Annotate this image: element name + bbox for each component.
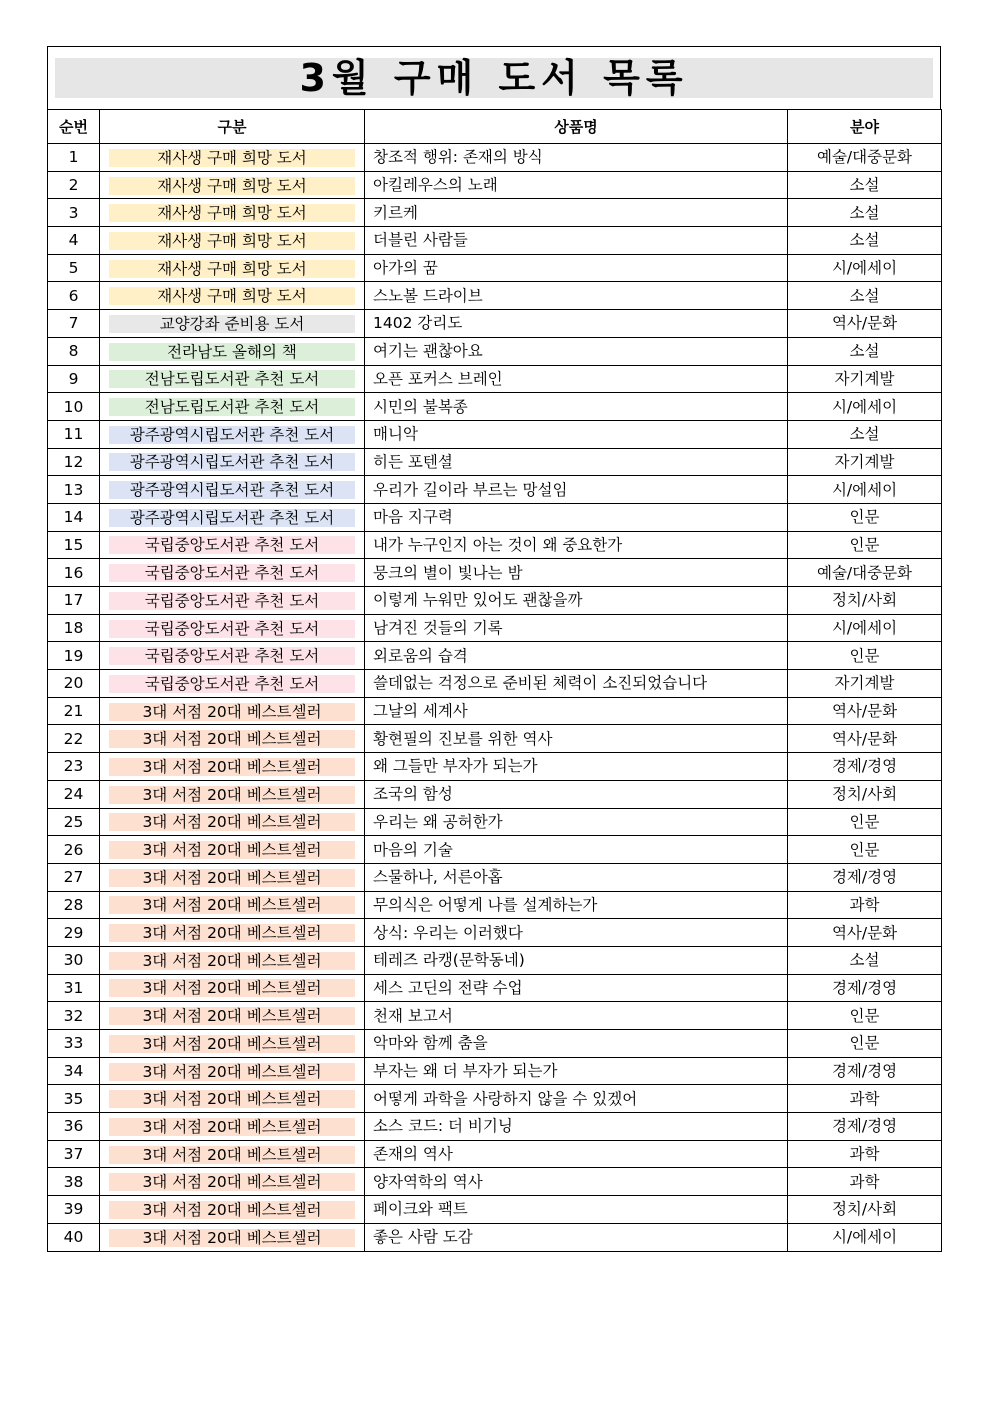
cell-product: 소스 코드: 더 비기닝 — [365, 1113, 788, 1141]
cell-no: 37 — [48, 1140, 100, 1168]
cell-no: 14 — [48, 503, 100, 531]
cell-category — [100, 753, 365, 781]
category-label: 전남도립도서관 추천 도서 — [109, 370, 355, 388]
cell-category — [100, 642, 365, 670]
cell-field: 정치/사회 — [788, 780, 942, 808]
cell-no: 21 — [48, 697, 100, 725]
cell-product: 우리는 왜 공허한가 — [365, 808, 788, 836]
table-row — [48, 1030, 942, 1058]
cell-category — [100, 670, 365, 698]
cell-no: 8 — [48, 337, 100, 365]
table-row — [48, 946, 942, 974]
book-table — [47, 109, 942, 1252]
cell-no: 31 — [48, 974, 100, 1002]
cell-category — [100, 365, 365, 393]
cell-field: 인문 — [788, 503, 942, 531]
table-row — [48, 1002, 942, 1030]
cell-no: 38 — [48, 1168, 100, 1196]
cell-field: 소설 — [788, 171, 942, 199]
table-row — [48, 254, 942, 282]
cell-field: 시/에세이 — [788, 1223, 942, 1251]
cell-product: 외로움의 습격 — [365, 642, 788, 670]
cell-product: 우리가 길이라 부르는 망설임 — [365, 476, 788, 504]
cell-category — [100, 559, 365, 587]
category-label: 국립중앙도서관 추천 도서 — [109, 592, 355, 610]
cell-field: 인문 — [788, 1002, 942, 1030]
cell-product: 좋은 사람 도감 — [365, 1223, 788, 1251]
table-row — [48, 144, 942, 172]
table-row — [48, 863, 942, 891]
category-label: 3대 서점 20대 베스트셀러 — [109, 1118, 355, 1136]
cell-no: 10 — [48, 393, 100, 421]
cell-no: 4 — [48, 227, 100, 255]
cell-field: 과학 — [788, 1140, 942, 1168]
table-row — [48, 227, 942, 255]
cell-no: 24 — [48, 780, 100, 808]
category-label: 3대 서점 20대 베스트셀러 — [109, 1146, 355, 1164]
cell-no: 1 — [48, 144, 100, 172]
cell-product: 시민의 불복종 — [365, 393, 788, 421]
cell-category — [100, 1085, 365, 1113]
cell-field: 시/에세이 — [788, 614, 942, 642]
cell-product: 조국의 함성 — [365, 780, 788, 808]
page-title: 3월 구매 도서 목록 — [299, 56, 689, 100]
cell-field: 소설 — [788, 199, 942, 227]
cell-category — [100, 725, 365, 753]
cell-field: 경제/경영 — [788, 753, 942, 781]
cell-category — [100, 891, 365, 919]
cell-category — [100, 780, 365, 808]
cell-product: 양자역학의 역사 — [365, 1168, 788, 1196]
cell-no: 26 — [48, 836, 100, 864]
cell-field: 시/에세이 — [788, 476, 942, 504]
cell-field: 정치/사회 — [788, 1196, 942, 1224]
cell-field: 자기계발 — [788, 670, 942, 698]
cell-field: 경제/경영 — [788, 1057, 942, 1085]
cell-category — [100, 614, 365, 642]
cell-category — [100, 974, 365, 1002]
cell-product: 어떻게 과학을 사랑하지 않을 수 있겠어 — [365, 1085, 788, 1113]
table-row — [48, 614, 942, 642]
table-row — [48, 420, 942, 448]
cell-category — [100, 171, 365, 199]
table-row — [48, 919, 942, 947]
cell-no: 23 — [48, 753, 100, 781]
cell-field: 과학 — [788, 1085, 942, 1113]
cell-field: 예술/대중문화 — [788, 144, 942, 172]
category-label: 전라남도 올해의 책 — [109, 343, 355, 361]
cell-category — [100, 1223, 365, 1251]
cell-no: 30 — [48, 946, 100, 974]
cell-no: 29 — [48, 919, 100, 947]
category-label: 3대 서점 20대 베스트셀러 — [109, 841, 355, 859]
cell-field: 경제/경영 — [788, 974, 942, 1002]
table-row — [48, 1196, 942, 1224]
category-label: 3대 서점 20대 베스트셀러 — [109, 1229, 355, 1247]
table-row — [48, 171, 942, 199]
category-label: 3대 서점 20대 베스트셀러 — [109, 786, 355, 804]
cell-product: 아킬레우스의 노래 — [365, 171, 788, 199]
category-label: 3대 서점 20대 베스트셀러 — [109, 979, 355, 997]
cell-no: 32 — [48, 1002, 100, 1030]
table-row — [48, 337, 942, 365]
cell-category — [100, 503, 365, 531]
cell-product: 스물하나, 서른아홉 — [365, 863, 788, 891]
cell-product: 그날의 세계사 — [365, 697, 788, 725]
cell-category — [100, 337, 365, 365]
cell-no: 11 — [48, 420, 100, 448]
cell-category — [100, 1140, 365, 1168]
cell-no: 35 — [48, 1085, 100, 1113]
table-row — [48, 476, 942, 504]
cell-product: 매니악 — [365, 420, 788, 448]
cell-field: 역사/문화 — [788, 919, 942, 947]
cell-product: 1402 강리도 — [365, 310, 788, 338]
category-label: 재사생 구매 희망 도서 — [109, 177, 355, 195]
cell-product: 황현필의 진보를 위한 역사 — [365, 725, 788, 753]
category-label: 재사생 구매 희망 도서 — [109, 287, 355, 305]
category-label: 3대 서점 20대 베스트셀러 — [109, 896, 355, 914]
cell-category — [100, 476, 365, 504]
cell-category — [100, 1168, 365, 1196]
cell-field: 소설 — [788, 337, 942, 365]
table-header-row — [48, 110, 942, 144]
cell-field: 역사/문화 — [788, 697, 942, 725]
cell-product: 히든 포텐셜 — [365, 448, 788, 476]
cell-category — [100, 144, 365, 172]
cell-field: 정치/사회 — [788, 587, 942, 615]
cell-product: 창조적 행위: 존재의 방식 — [365, 144, 788, 172]
category-label: 재사생 구매 희망 도서 — [109, 149, 355, 167]
cell-product: 부자는 왜 더 부자가 되는가 — [365, 1057, 788, 1085]
cell-product: 악마와 함께 춤을 — [365, 1030, 788, 1058]
cell-product: 오픈 포커스 브레인 — [365, 365, 788, 393]
cell-no: 39 — [48, 1196, 100, 1224]
cell-product: 이렇게 누워만 있어도 괜찮을까 — [365, 587, 788, 615]
table-row — [48, 199, 942, 227]
category-label: 국립중앙도서관 추천 도서 — [109, 564, 355, 582]
cell-category — [100, 1057, 365, 1085]
cell-product: 페이크와 팩트 — [365, 1196, 788, 1224]
cell-category — [100, 919, 365, 947]
cell-category — [100, 393, 365, 421]
category-label: 3대 서점 20대 베스트셀러 — [109, 730, 355, 748]
cell-category — [100, 836, 365, 864]
cell-field: 시/에세이 — [788, 254, 942, 282]
cell-product: 남겨진 것들의 기록 — [365, 614, 788, 642]
cell-product: 마음의 기술 — [365, 836, 788, 864]
cell-field: 역사/문화 — [788, 725, 942, 753]
table-row — [48, 1140, 942, 1168]
category-label: 국립중앙도서관 추천 도서 — [109, 647, 355, 665]
cell-field: 자기계발 — [788, 448, 942, 476]
table-row — [48, 891, 942, 919]
cell-product: 왜 그들만 부자가 되는가 — [365, 753, 788, 781]
table-row — [48, 310, 942, 338]
cell-field: 시/에세이 — [788, 393, 942, 421]
category-label: 광주광역시립도서관 추천 도서 — [109, 453, 355, 471]
cell-field: 과학 — [788, 891, 942, 919]
category-label: 3대 서점 20대 베스트셀러 — [109, 924, 355, 942]
table-row — [48, 642, 942, 670]
table-row — [48, 448, 942, 476]
cell-no: 16 — [48, 559, 100, 587]
table-row — [48, 753, 942, 781]
table-row — [48, 282, 942, 310]
table-row — [48, 1057, 942, 1085]
table-row — [48, 725, 942, 753]
cell-product: 테레즈 라캥(문학동네) — [365, 946, 788, 974]
cell-product: 쓸데없는 걱정으로 준비된 체력이 소진되었습니다 — [365, 670, 788, 698]
book-list-sheet — [47, 46, 941, 1252]
cell-no: 27 — [48, 863, 100, 891]
cell-no: 40 — [48, 1223, 100, 1251]
title-box — [47, 47, 941, 109]
cell-category — [100, 254, 365, 282]
cell-no: 3 — [48, 199, 100, 227]
cell-no: 2 — [48, 171, 100, 199]
cell-category — [100, 697, 365, 725]
cell-no: 15 — [48, 531, 100, 559]
cell-product: 여기는 괜찮아요 — [365, 337, 788, 365]
cell-category — [100, 1002, 365, 1030]
table-row — [48, 365, 942, 393]
cell-field: 소설 — [788, 946, 942, 974]
cell-field: 인문 — [788, 1030, 942, 1058]
table-row — [48, 531, 942, 559]
cell-category — [100, 808, 365, 836]
cell-field: 자기계발 — [788, 365, 942, 393]
table-row — [48, 974, 942, 1002]
cell-category — [100, 1196, 365, 1224]
cell-no: 19 — [48, 642, 100, 670]
cell-field: 인문 — [788, 531, 942, 559]
category-label: 3대 서점 20대 베스트셀러 — [109, 869, 355, 887]
category-label: 재사생 구매 희망 도서 — [109, 260, 355, 278]
cell-product: 아가의 꿈 — [365, 254, 788, 282]
cell-field: 인문 — [788, 836, 942, 864]
table-row — [48, 393, 942, 421]
cell-no: 36 — [48, 1113, 100, 1141]
category-label: 3대 서점 20대 베스트셀러 — [109, 813, 355, 831]
cell-no: 22 — [48, 725, 100, 753]
table-row — [48, 670, 942, 698]
cell-no: 20 — [48, 670, 100, 698]
cell-product: 존재의 역사 — [365, 1140, 788, 1168]
cell-category — [100, 946, 365, 974]
cell-no: 18 — [48, 614, 100, 642]
cell-category — [100, 282, 365, 310]
table-row — [48, 780, 942, 808]
category-label: 교양강좌 준비용 도서 — [109, 315, 355, 333]
table-row — [48, 1113, 942, 1141]
table-body — [48, 144, 942, 1252]
cell-product: 스노볼 드라이브 — [365, 282, 788, 310]
category-label: 3대 서점 20대 베스트셀러 — [109, 758, 355, 776]
cell-field: 인문 — [788, 808, 942, 836]
category-label: 3대 서점 20대 베스트셀러 — [109, 952, 355, 970]
cell-category — [100, 1113, 365, 1141]
cell-category — [100, 448, 365, 476]
cell-no: 33 — [48, 1030, 100, 1058]
cell-category — [100, 310, 365, 338]
cell-field: 소설 — [788, 282, 942, 310]
category-label: 재사생 구매 희망 도서 — [109, 232, 355, 250]
table-row — [48, 1085, 942, 1113]
cell-no: 9 — [48, 365, 100, 393]
cell-field: 예술/대중문화 — [788, 559, 942, 587]
category-label: 광주광역시립도서관 추천 도서 — [109, 509, 355, 527]
cell-field: 과학 — [788, 1168, 942, 1196]
category-label: 3대 서점 20대 베스트셀러 — [109, 1201, 355, 1219]
cell-field: 인문 — [788, 642, 942, 670]
table-row — [48, 1168, 942, 1196]
table-row — [48, 1223, 942, 1251]
cell-no: 34 — [48, 1057, 100, 1085]
table-row — [48, 587, 942, 615]
cell-category — [100, 531, 365, 559]
table-row — [48, 836, 942, 864]
cell-no: 6 — [48, 282, 100, 310]
category-label: 3대 서점 20대 베스트셀러 — [109, 1035, 355, 1053]
cell-field: 경제/경영 — [788, 1113, 942, 1141]
cell-field: 역사/문화 — [788, 310, 942, 338]
cell-category — [100, 199, 365, 227]
category-label: 3대 서점 20대 베스트셀러 — [109, 1090, 355, 1108]
cell-product: 마음 지구력 — [365, 503, 788, 531]
cell-no: 25 — [48, 808, 100, 836]
cell-field: 소설 — [788, 227, 942, 255]
category-label: 국립중앙도서관 추천 도서 — [109, 675, 355, 693]
category-label: 3대 서점 20대 베스트셀러 — [109, 1007, 355, 1025]
category-label: 광주광역시립도서관 추천 도서 — [109, 481, 355, 499]
header-product: 상품명 — [365, 110, 788, 144]
category-label: 전남도립도서관 추천 도서 — [109, 398, 355, 416]
category-label: 국립중앙도서관 추천 도서 — [109, 620, 355, 638]
cell-no: 13 — [48, 476, 100, 504]
cell-product: 뭉크의 별이 빛나는 밤 — [365, 559, 788, 587]
cell-product: 더블린 사람들 — [365, 227, 788, 255]
cell-no: 5 — [48, 254, 100, 282]
cell-product: 키르케 — [365, 199, 788, 227]
header-no: 순번 — [48, 110, 100, 144]
cell-field: 소설 — [788, 420, 942, 448]
cell-category — [100, 863, 365, 891]
cell-no: 17 — [48, 587, 100, 615]
header-field: 분야 — [788, 110, 942, 144]
cell-category — [100, 227, 365, 255]
title-bar — [55, 58, 933, 98]
category-label: 국립중앙도서관 추천 도서 — [109, 536, 355, 554]
table-row — [48, 808, 942, 836]
cell-category — [100, 1030, 365, 1058]
cell-no: 12 — [48, 448, 100, 476]
cell-product: 세스 고딘의 전략 수업 — [365, 974, 788, 1002]
table-row — [48, 697, 942, 725]
cell-product: 무의식은 어떻게 나를 설계하는가 — [365, 891, 788, 919]
cell-product: 천재 보고서 — [365, 1002, 788, 1030]
cell-no: 28 — [48, 891, 100, 919]
category-label: 광주광역시립도서관 추천 도서 — [109, 426, 355, 444]
category-label: 3대 서점 20대 베스트셀러 — [109, 1063, 355, 1081]
cell-no: 7 — [48, 310, 100, 338]
category-label: 재사생 구매 희망 도서 — [109, 204, 355, 222]
cell-field: 경제/경영 — [788, 863, 942, 891]
category-label: 3대 서점 20대 베스트셀러 — [109, 1173, 355, 1191]
header-category: 구분 — [100, 110, 365, 144]
cell-category — [100, 420, 365, 448]
cell-product: 내가 누구인지 아는 것이 왜 중요한가 — [365, 531, 788, 559]
cell-product: 상식: 우리는 이러했다 — [365, 919, 788, 947]
table-row — [48, 503, 942, 531]
category-label: 3대 서점 20대 베스트셀러 — [109, 703, 355, 721]
cell-category — [100, 587, 365, 615]
table-row — [48, 559, 942, 587]
